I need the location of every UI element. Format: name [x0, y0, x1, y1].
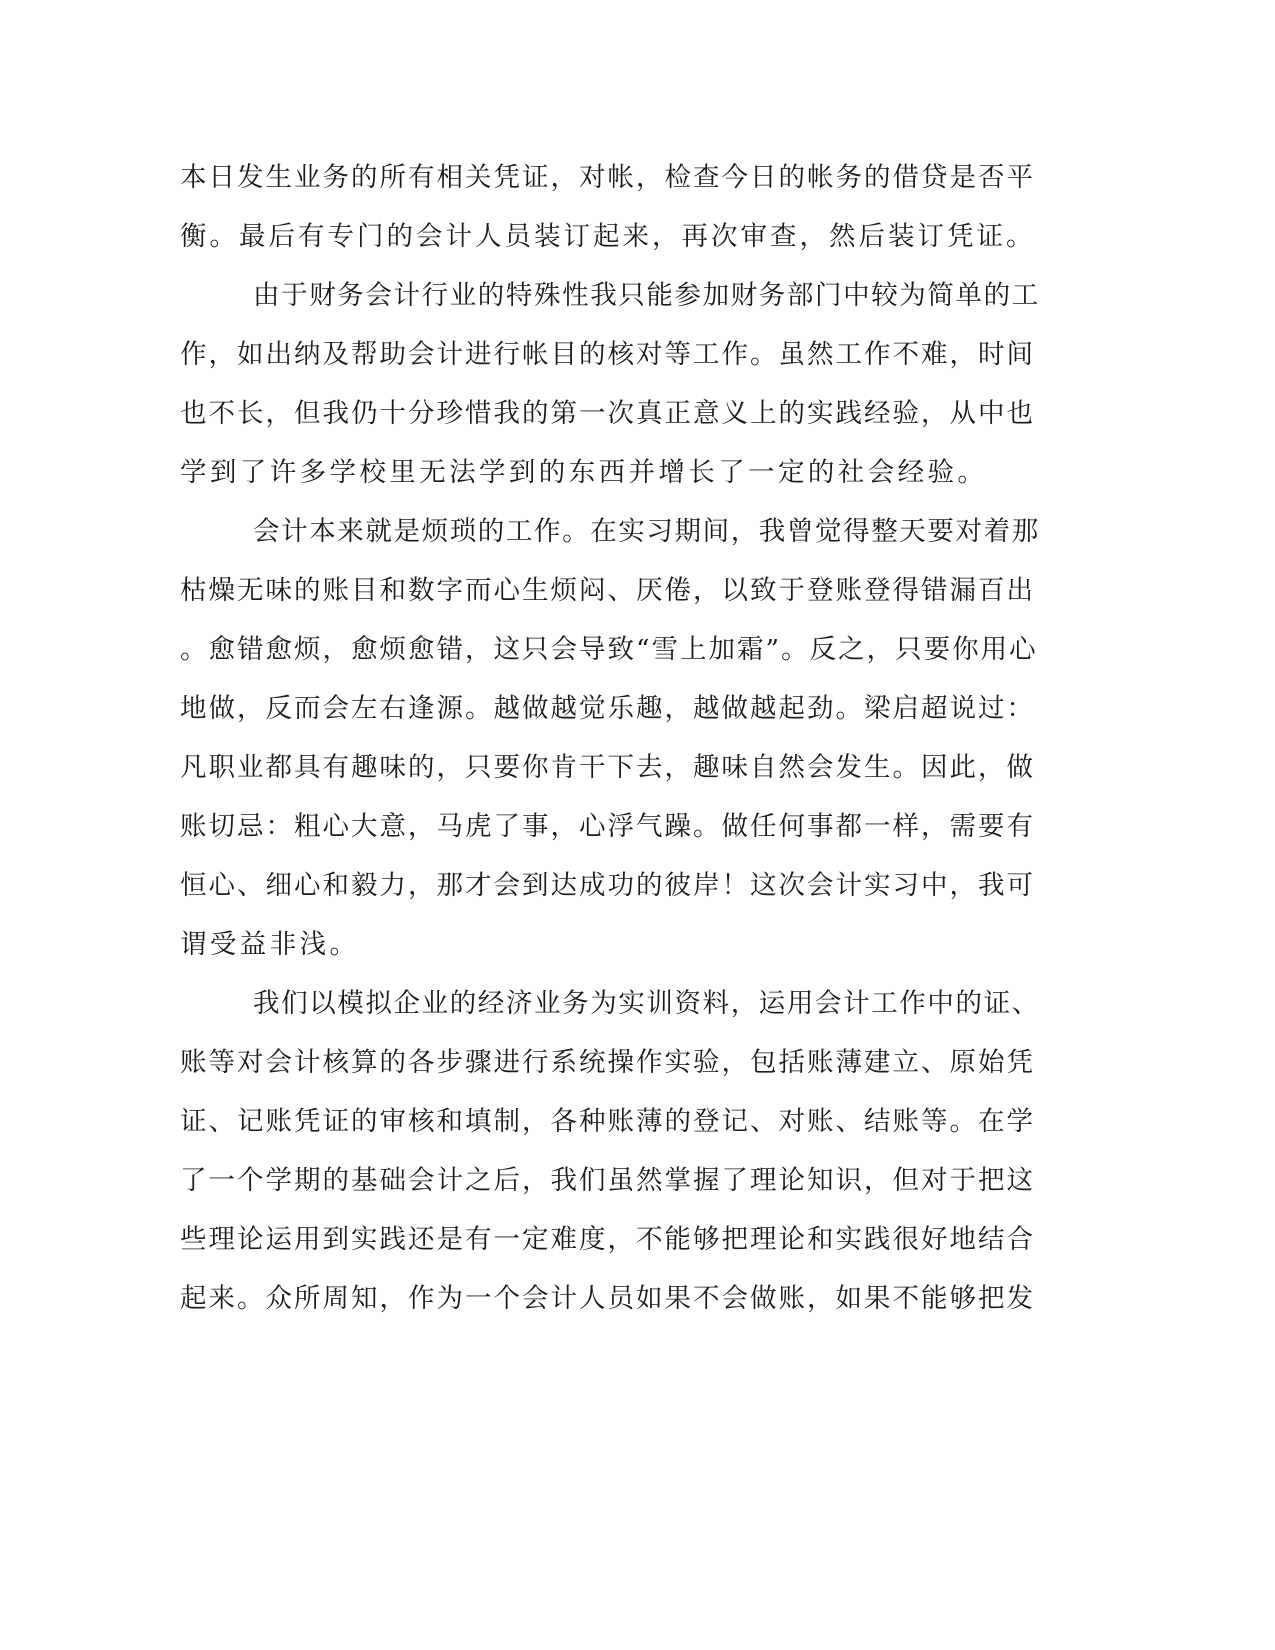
- text-line: 凡职业都具有趣味的，只要你肯干下去，趣味自然会发生。因此，做: [180, 752, 1035, 783]
- text-line: 证、记账凭证的审核和填制，各种账薄的登记、对账、结账等。在学: [180, 1106, 1035, 1137]
- text-line: 本日发生业务的所有相关凭证，对帐，检查今日的帐务的借贷是否平: [180, 162, 1035, 193]
- text-line: 作，如出纳及帮助会计进行帐目的核对等工作。虽然工作不难，时间: [180, 339, 1035, 370]
- text-line: 枯燥无味的账目和数字而心生烦闷、厌倦，以致于登账登得错漏百出: [180, 575, 1035, 606]
- text-line: 由于财务会计行业的特殊性我只能参加财务部门中较为简单的工: [253, 280, 1040, 311]
- text-line: 。愈错愈烦，愈烦愈错，这只会导致“雪上加霜”。反之，只要你用心: [180, 634, 1038, 665]
- text-line: 些理论运用到实践还是有一定难度，不能够把理论和实践很好地结合: [180, 1224, 1035, 1255]
- text-line: 账切忌：粗心大意，马虎了事，心浮气躁。做任何事都一样，需要有: [180, 811, 1035, 842]
- text-line: 谓受益非浅。: [180, 929, 360, 960]
- text-line: 恒心、细心和毅力，那才会到达成功的彼岸！这次会计实习中，我可: [180, 870, 1035, 901]
- text-line: 衡。最后有专门的会计人员装订起来，再次审查，然后装订凭证。: [180, 221, 1036, 252]
- text-line: 账等对会计核算的各步骤进行系统操作实验，包括账薄建立、原始凭: [180, 1047, 1035, 1078]
- text-line: 起来。众所周知，作为一个会计人员如果不会做账，如果不能够把发: [180, 1283, 1035, 1314]
- text-line: 我们以模拟企业的经济业务为实训资料，运用会计工作中的证、: [253, 988, 1040, 1019]
- text-line: 了一个学期的基础会计之后，我们虽然掌握了理论知识，但对于把这: [180, 1165, 1035, 1196]
- text-line: 学到了许多学校里无法学到的东西并增长了一定的社会经验。: [180, 457, 988, 488]
- text-line: 地做，反而会左右逢源。越做越觉乐趣，越做越起劲。梁启超说过：: [180, 693, 1035, 724]
- text-line: 会计本来就是烦琐的工作。在实习期间，我曾觉得整天要对着那: [253, 516, 1040, 547]
- text-line: 也不长，但我仍十分珍惜我的第一次真正意义上的实践经验，从中也: [180, 398, 1035, 429]
